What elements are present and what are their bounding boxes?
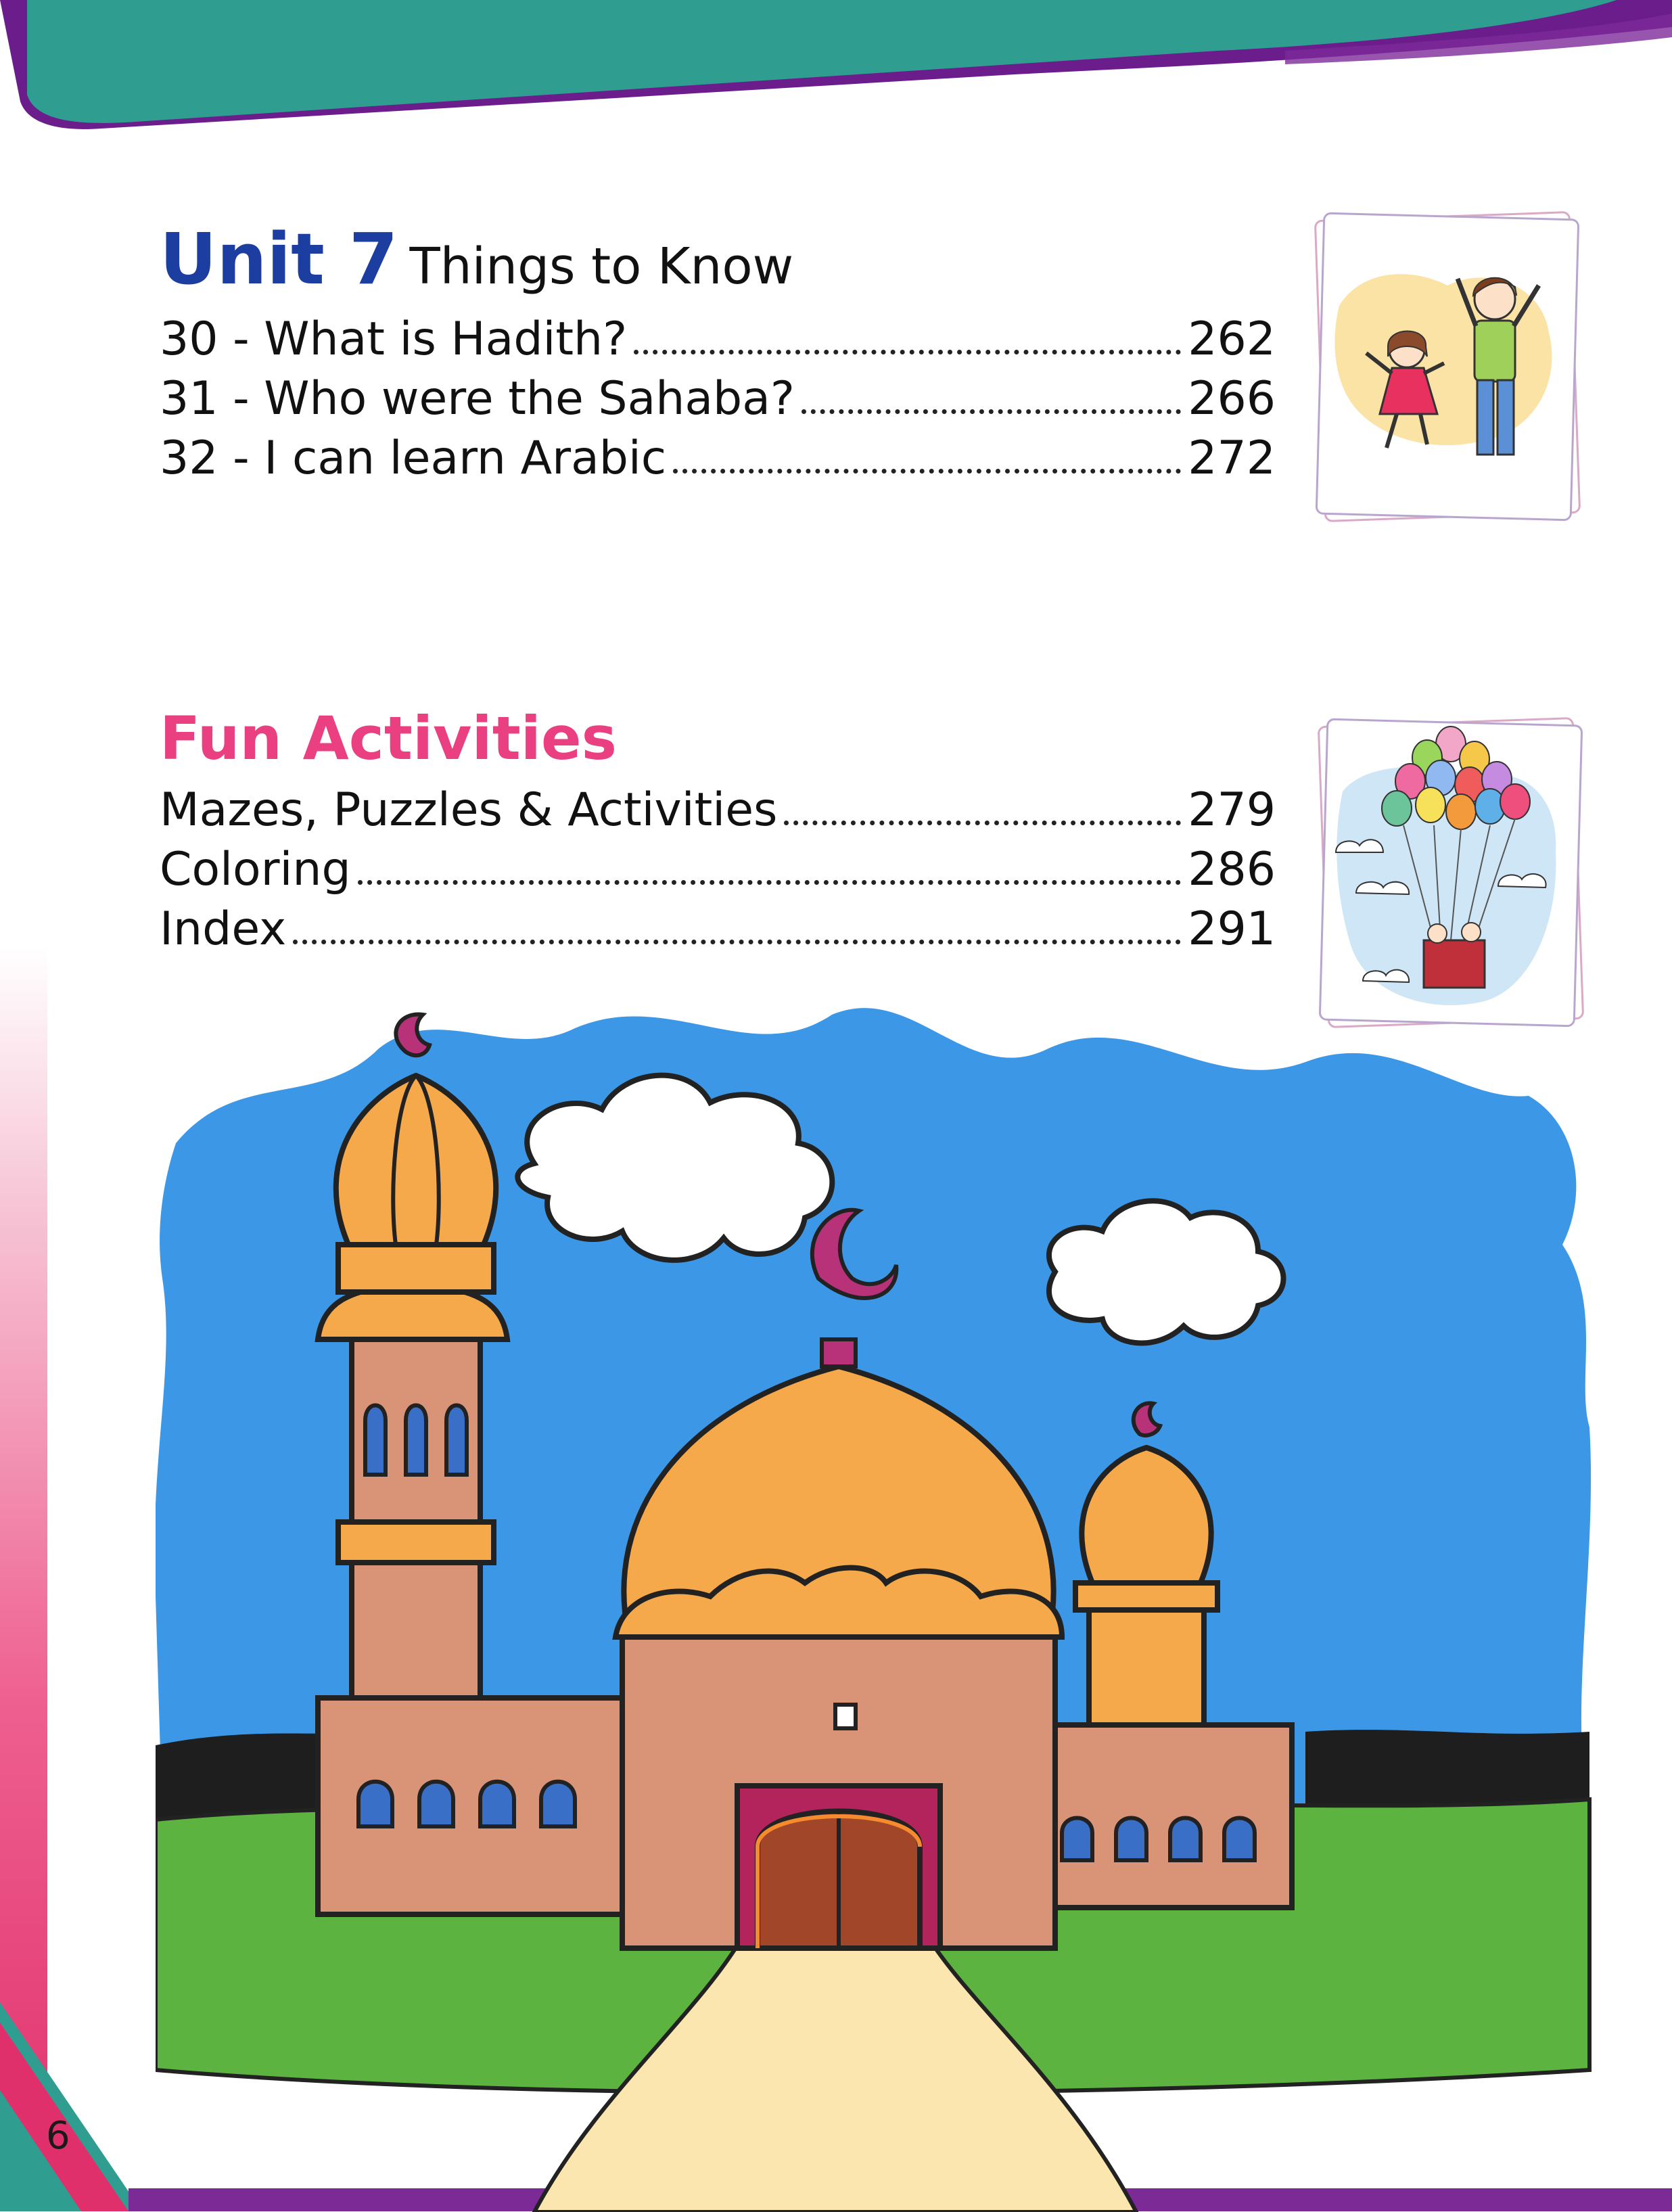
fun-toc-list	[160, 783, 1276, 962]
toc-entry-label: 31 - Who were the Sahaba?	[160, 372, 795, 425]
fun-activities-heading: Fun Activities	[160, 704, 617, 773]
toc-entry[interactable]	[160, 432, 1276, 491]
mosque-illustration	[156, 988, 1610, 2212]
toc-entry-page: 262	[1188, 313, 1276, 366]
toc-entry-page: 272	[1188, 432, 1276, 485]
toc-entry-page: 291	[1188, 902, 1276, 956]
hot-air-balloon-thumbnail	[1316, 717, 1586, 1028]
unit-title: Things to Know	[409, 237, 794, 296]
toc-entry-label: Coloring	[160, 843, 351, 896]
central-window-slot	[835, 1705, 856, 1728]
dot-leader	[673, 469, 1181, 474]
toc-entry[interactable]	[160, 372, 1276, 432]
dot-leader	[784, 821, 1181, 825]
toc-entry[interactable]	[160, 313, 1276, 372]
toc-entry[interactable]	[160, 783, 1276, 843]
dome-finial-base	[822, 1339, 856, 1366]
unit7-toc-list	[160, 313, 1276, 491]
toc-entry-label: Index	[160, 902, 287, 956]
toc-entry-label: 30 - What is Hadith?	[160, 313, 628, 366]
dot-leader	[634, 350, 1181, 354]
toc-entry-page: 266	[1188, 372, 1276, 425]
toc-entry-label: Mazes, Puzzles & Activities	[160, 783, 778, 837]
dot-leader	[802, 409, 1181, 414]
unit-heading	[160, 218, 793, 300]
dot-leader	[293, 940, 1181, 944]
children-waving-thumbnail	[1312, 211, 1583, 522]
toc-entry-page: 279	[1188, 783, 1276, 837]
toc-entry-label: 32 - I can learn Arabic	[160, 432, 667, 485]
toc-entry[interactable]	[160, 843, 1276, 902]
toc-entry-page: 286	[1188, 843, 1276, 896]
toc-entry[interactable]	[160, 902, 1276, 962]
dot-leader	[358, 880, 1182, 885]
page-number: 6	[46, 2114, 70, 2158]
unit-label: Unit 7	[160, 218, 398, 300]
